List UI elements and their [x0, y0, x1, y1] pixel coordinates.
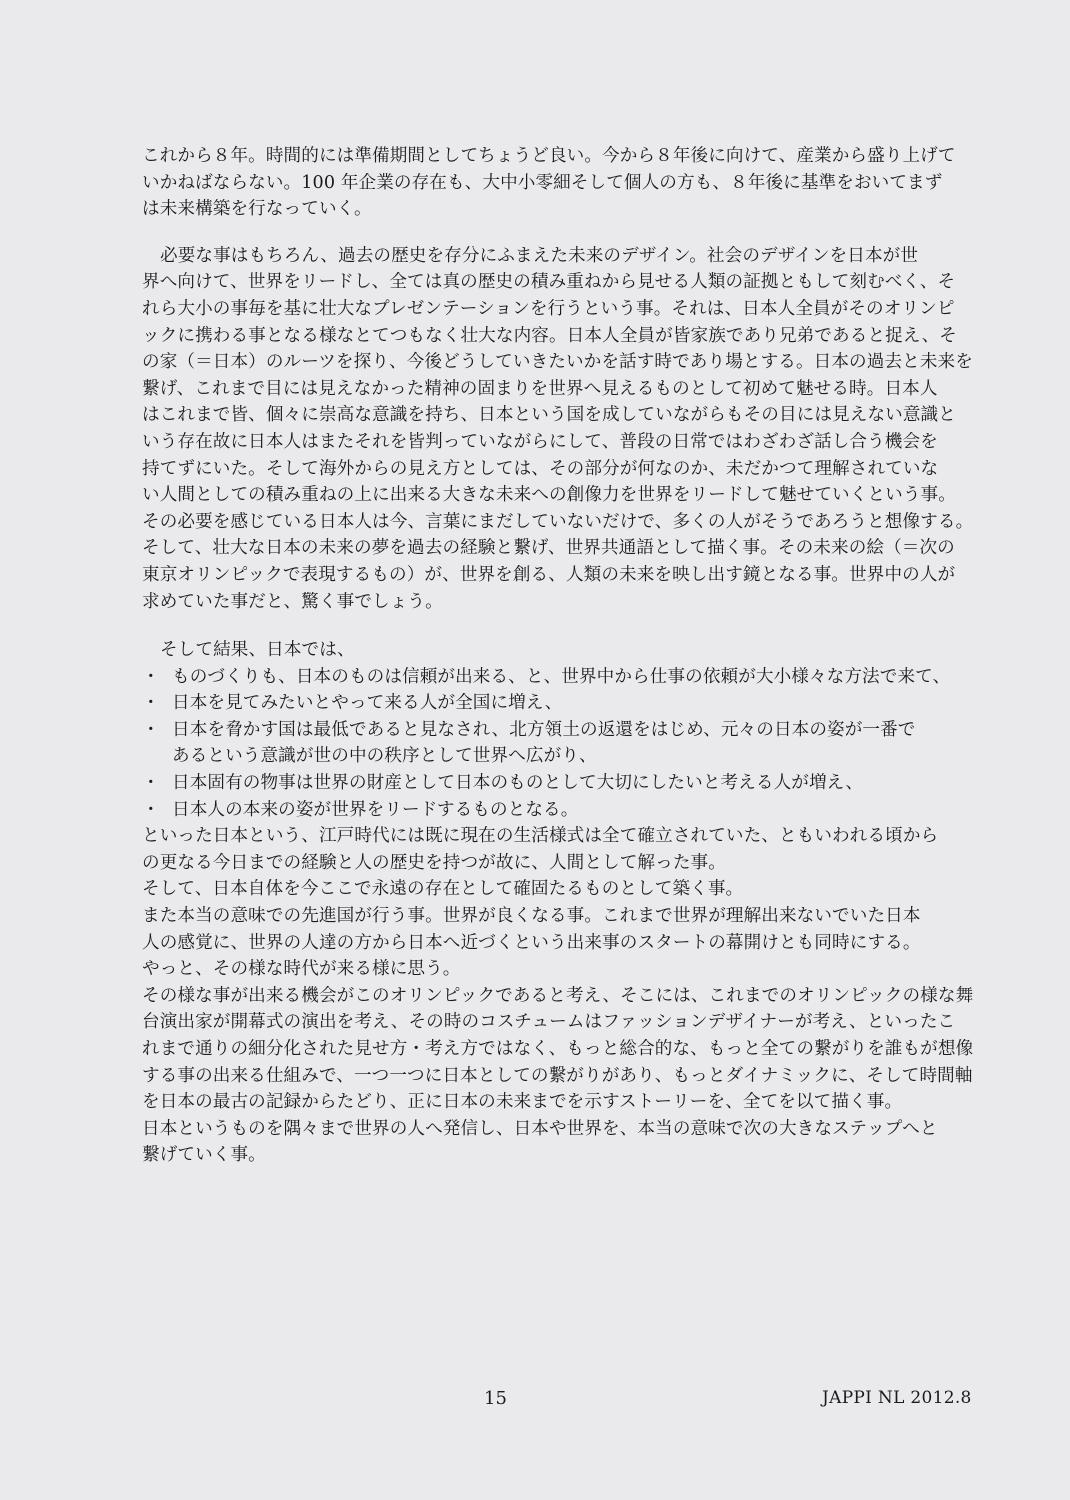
bullet-list: [142, 664, 951, 824]
text-line: 界へ向けて、世界をリードし、全ては真の歴史の積み重ねから見せる人類の証拠ともして刻むべく、そ: [142, 272, 956, 293]
text-line: は未来構築を行なっていく。: [142, 199, 372, 220]
paragraph-1: [142, 143, 956, 223]
bullet-mark: ・: [142, 799, 160, 820]
text-line: 繋げていく事。: [142, 1145, 266, 1166]
text-line: れら大小の事毎を基に壮大なプレゼンテーションを行うという事。それは、日本人全員がそのオリンピ: [142, 298, 955, 319]
page-number: 15: [484, 1388, 507, 1409]
bullet-mark: ・: [142, 719, 160, 740]
text-line: いう存在故に日本人はまたそれを皆判っていながらにして、普段の日常ではわざわざ話し合う機会を: [142, 431, 938, 452]
text-line: い人間としての積み重ねの上に出来る大きな未来への創像力を世界をリードして魅せていくという事。: [142, 485, 956, 506]
list-item-text: 日本固有の物事は世界の財産として日本のものとして大切にしたいと考える人が増え、: [172, 773, 864, 794]
text-line: 台演出家が開幕式の演出を考え、その時のコスチュームはファッションデザイナーが考え、といったこ: [142, 1012, 956, 1033]
bullet-mark: ・: [142, 773, 160, 794]
paragraph-2: [142, 243, 974, 615]
text-line: 繋げ、これまで目には見えなかった精神の固まりを世界へ見えるものとして初めて魅せる時。日本人: [142, 378, 938, 399]
text-line: そして結果、日本では、: [160, 640, 355, 661]
list-item-text: 日本を脅かす国は最低であると見なされ、北方領土の返還をはじめ、元々の日本の姿が一番で: [172, 719, 916, 740]
bullet-mark: ・: [142, 693, 160, 714]
list-item-text: あるという意識が世の中の秩序として世界へ広がり、: [172, 746, 597, 767]
text-line: の更なる今日までの経験と人の歴史を持つが故に、人間として解った事。: [142, 852, 726, 873]
text-line: 持てずにいた。そして海外からの見え方としては、その部分が何なのか、未だかつて理解されていな: [142, 458, 939, 479]
text-line: といった日本という、江戸時代には既に現在の生活様式は全て確立されていた、ともいわれる頃から: [142, 826, 939, 847]
list-item: [142, 664, 951, 691]
bullet-mark: ・: [142, 666, 160, 687]
text-line: その必要を感じている日本人は今、言葉にまだしていないだけで、多くの人がそうであろうと想像する。: [142, 511, 974, 532]
list-item: [142, 690, 942, 717]
paragraph-4: [142, 823, 974, 1169]
text-line: これから８年。時間的には準備期間としてちょうど良い。今から８年後に向けて、産業から盛り上げて: [142, 146, 956, 166]
text-line: ックに携わる事となる様なとてつもなく壮大な内容。日本人全員が皆家族であり兄弟であると捉え、そ: [142, 325, 957, 346]
text-line: する事の出来る仕組みで、一つ一つに日本としての繋がりがあり、もっとダイナミックに、そして時間軸: [142, 1065, 973, 1086]
list-item: [142, 797, 942, 824]
text-line: そして、壮大な日本の未来の夢を過去の経験と繋げ、世界共通語として描く事。その未来の絵（＝次の: [142, 538, 955, 559]
text-line: 東京オリンピックで表現するもの）が、世界を創る、人類の未来を映し出す鏡となる事。世界中の人が: [142, 564, 956, 585]
text-line: 日本というものを隅々まで世界の人へ発信し、日本や世界を、本当の意味で次の大きなステップへと: [142, 1118, 938, 1139]
list-item-text: 日本を見てみたいとやって来る人が全国に増え、: [172, 693, 563, 714]
text-line: はこれまで皆、個々に崇高な意識を持ち、日本という国を成していながらもその目には見えない意識と: [142, 405, 956, 426]
list-item-text: 日本人の本来の姿が世界をリードするものとなる。: [172, 799, 579, 820]
text-line: やっと、その様な時代が来る様に思う。: [142, 959, 461, 980]
text-line: その様な事が出来る機会がこのオリンピックであると考え、そこには、これまでのオリンピックの様な舞: [142, 985, 974, 1006]
text-line: 人の感覚に、世界の人達の方から日本へ近づくという出来事のスタートの幕開けとも同時にする。: [142, 932, 921, 953]
text-line: そして、日本自体を今ここで永遠の存在として確固たるものとして築く事。: [142, 879, 744, 900]
text-line: 求めていた事だと、驚く事でしょう。: [142, 591, 443, 612]
text-line: の家（＝日本）のルーツを探り、今後どうしていきたいかを話す時であり場とする。日本の過去と未来を: [142, 352, 973, 373]
text-line: いかねばならない。100 年企業の存在も、大中小零細そして個人の方も、８年後に基準をおいてまず: [142, 172, 943, 193]
list-item-text: ものづくりも、日本のものは信頼が出来る、と、世界中から仕事の依頼が大小様々な方法で来て、: [172, 666, 951, 687]
text-line: れまで通りの細分化された見せ方・考え方ではなく、もっと総合的な、もっと全ての繋がりを誰もが想像: [142, 1039, 974, 1059]
text-line: を日本の最古の記録からたどり、正に日本の未来までを示すストーリーを、全てを以て描く事。: [142, 1092, 903, 1113]
body-text: [142, 143, 974, 1169]
paragraph-3: [142, 637, 951, 823]
text-line: 必要な事はもちろん、過去の歴史を存分にふまえた未来のデザイン。社会のデザインを日本が世: [160, 245, 919, 266]
list-item: [142, 717, 942, 770]
list-item: [142, 770, 942, 797]
text-line: また本当の意味での先進国が行う事。世界が良くなる事。これまで世界が理解出来ないでいた日本: [142, 906, 921, 927]
publication-label: JAPPI NL 2012.8: [822, 1388, 972, 1408]
